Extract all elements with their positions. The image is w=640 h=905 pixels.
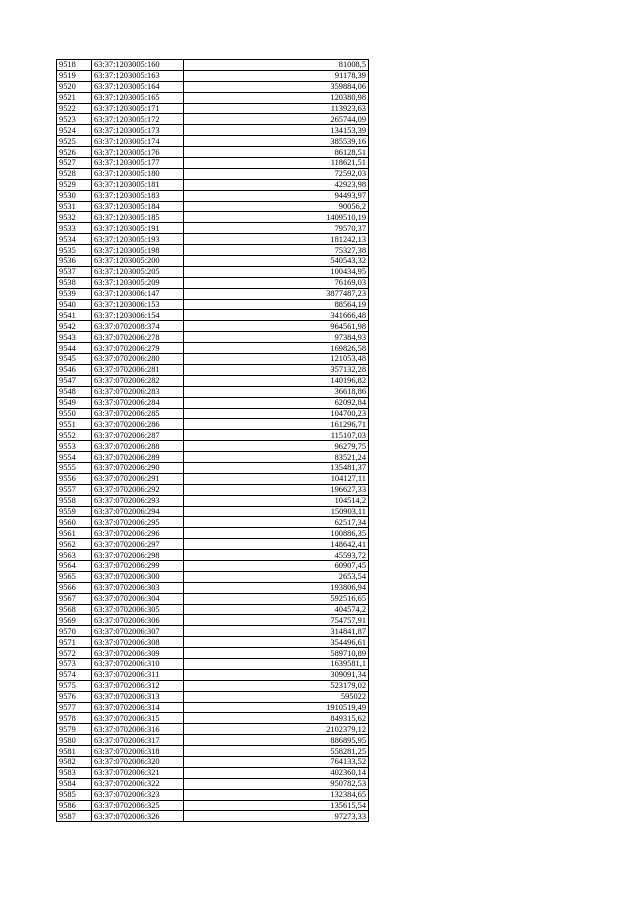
row-number: 9526: [57, 147, 92, 158]
cadastral-number: 63:37:0702006:291: [92, 473, 184, 484]
row-number: 9560: [57, 517, 92, 528]
cadastral-number: 63:37:1203005:198: [92, 245, 184, 256]
table-row: [57, 332, 369, 343]
cadastral-number: 63:37:0702006:285: [92, 408, 184, 419]
cadastral-number: 63:37:0702006:305: [92, 604, 184, 615]
cadastral-number: 63:37:1203005:183: [92, 190, 184, 201]
row-number: 9550: [57, 408, 92, 419]
cadastral-number: 63:37:1203005:171: [92, 103, 184, 114]
cadastral-value: 134153,39: [184, 125, 369, 136]
cadastral-number: 63:37:1203006:154: [92, 310, 184, 321]
table-row: [57, 702, 369, 713]
row-number: 9570: [57, 626, 92, 637]
cadastral-value: 97384,93: [184, 332, 369, 343]
cadastral-number: 63:37:0702006:314: [92, 702, 184, 713]
table-row: [57, 473, 369, 484]
table-row: [57, 746, 369, 757]
row-number: 9530: [57, 190, 92, 201]
table-row: [57, 299, 369, 310]
row-number: 9565: [57, 571, 92, 582]
cadastral-number: 63:37:0702006:299: [92, 560, 184, 571]
cadastral-value: 1910519,49: [184, 702, 369, 713]
cadastral-value: 135615,54: [184, 800, 369, 811]
cadastral-number: 63:37:0702006:306: [92, 615, 184, 626]
table-row: [57, 147, 369, 158]
cadastral-number: 63:37:0702006:280: [92, 354, 184, 365]
row-number: 9533: [57, 223, 92, 234]
cadastral-number: 63:37:1203005:164: [92, 81, 184, 92]
cadastral-value: 558281,25: [184, 746, 369, 757]
cadastral-number: 63:37:0702006:279: [92, 343, 184, 354]
table-row: [57, 517, 369, 528]
cadastral-value: 314841,87: [184, 626, 369, 637]
row-number: 9563: [57, 550, 92, 561]
row-number: 9543: [57, 332, 92, 343]
cadastral-value: 592516,65: [184, 593, 369, 604]
row-number: 9574: [57, 669, 92, 680]
cadastral-value: 60907,45: [184, 560, 369, 571]
cadastral-number: 63:37:0702006:297: [92, 539, 184, 550]
row-number: 9549: [57, 397, 92, 408]
row-number: 9534: [57, 234, 92, 245]
cadastral-value: 113923,63: [184, 103, 369, 114]
row-number: 9554: [57, 452, 92, 463]
table-row: [57, 571, 369, 582]
table-row: [57, 789, 369, 800]
cadastral-value: 94493,97: [184, 190, 369, 201]
cadastral-value: 886895,95: [184, 735, 369, 746]
cadastral-value: 161296,71: [184, 419, 369, 430]
cadastral-number: 63:37:0702006:315: [92, 713, 184, 724]
row-number: 9562: [57, 539, 92, 550]
cadastral-value: 385539,16: [184, 136, 369, 147]
row-number: 9547: [57, 375, 92, 386]
row-number: 9535: [57, 245, 92, 256]
table-row: [57, 70, 369, 81]
table-row: [57, 691, 369, 702]
cadastral-value: 964561,98: [184, 321, 369, 332]
table-row: [57, 234, 369, 245]
cadastral-number: 63:37:0702006:320: [92, 757, 184, 768]
cadastral-number: 63:37:1203005:176: [92, 147, 184, 158]
row-number: 9521: [57, 92, 92, 103]
row-number: 9529: [57, 179, 92, 190]
cadastral-value: 62517,34: [184, 517, 369, 528]
cadastral-value: 120380,98: [184, 92, 369, 103]
table-row: [57, 430, 369, 441]
cadastral-value: 950782,53: [184, 778, 369, 789]
table-row: [57, 408, 369, 419]
table-row: [57, 778, 369, 789]
row-number: 9561: [57, 528, 92, 539]
table-row: [57, 201, 369, 212]
cadastral-number: 63:37:1203005:184: [92, 201, 184, 212]
cadastral-number: 63:37:1203005:163: [92, 70, 184, 81]
table-row: [57, 81, 369, 92]
row-number: 9518: [57, 60, 92, 71]
row-number: 9569: [57, 615, 92, 626]
row-number: 9522: [57, 103, 92, 114]
row-number: 9576: [57, 691, 92, 702]
row-number: 9566: [57, 582, 92, 593]
cadastral-number: 63:37:0702006:304: [92, 593, 184, 604]
cadastral-value: 359884,06: [184, 81, 369, 92]
table-row: [57, 441, 369, 452]
row-number: 9546: [57, 364, 92, 375]
table-row: [57, 713, 369, 724]
cadastral-number: 63:37:0702006:303: [92, 582, 184, 593]
table-row: [57, 658, 369, 669]
cadastral-number: 63:37:0702006:311: [92, 669, 184, 680]
cadastral-value: 341666,48: [184, 310, 369, 321]
cadastral-value: 76169,03: [184, 277, 369, 288]
cadastral-number: 63:37:0702006:290: [92, 462, 184, 473]
cadastral-number: 63:37:0702008:374: [92, 321, 184, 332]
table-row: [57, 539, 369, 550]
row-number: 9551: [57, 419, 92, 430]
row-number: 9548: [57, 386, 92, 397]
cadastral-value: 404574,2: [184, 604, 369, 615]
row-number: 9536: [57, 256, 92, 267]
table-row: [57, 800, 369, 811]
cadastral-value: 91178,39: [184, 70, 369, 81]
cadastral-value: 79570,37: [184, 223, 369, 234]
row-number: 9540: [57, 299, 92, 310]
row-number: 9553: [57, 441, 92, 452]
table-row: [57, 179, 369, 190]
row-number: 9577: [57, 702, 92, 713]
table-row: [57, 364, 369, 375]
row-number: 9537: [57, 266, 92, 277]
table-row: [57, 724, 369, 735]
cadastral-value: 104514,2: [184, 495, 369, 506]
table-row: [57, 604, 369, 615]
table-row: [57, 256, 369, 267]
table-row: [57, 343, 369, 354]
cadastral-value: 589710,89: [184, 648, 369, 659]
cadastral-value: 3877487,23: [184, 288, 369, 299]
cadastral-number: 63:37:1203005:191: [92, 223, 184, 234]
table-row: [57, 92, 369, 103]
table-row: [57, 168, 369, 179]
cadastral-value: 90056,2: [184, 201, 369, 212]
cadastral-number: 63:37:1203005:165: [92, 92, 184, 103]
cadastral-number: 63:37:1203005:177: [92, 158, 184, 169]
cadastral-value: 196627,33: [184, 484, 369, 495]
row-number: 9523: [57, 114, 92, 125]
cadastral-number: 63:37:0702006:286: [92, 419, 184, 430]
cadastral-value: 135481,37: [184, 462, 369, 473]
table-row: [57, 484, 369, 495]
table-row: [57, 125, 369, 136]
cadastral-number: 63:37:0702006:296: [92, 528, 184, 539]
table-row: [57, 397, 369, 408]
table-row: [57, 669, 369, 680]
table-row: [57, 582, 369, 593]
table-row: [57, 615, 369, 626]
row-number: 9571: [57, 637, 92, 648]
table-row: [57, 386, 369, 397]
row-number: 9544: [57, 343, 92, 354]
table-row: [57, 626, 369, 637]
cadastral-value: 100886,35: [184, 528, 369, 539]
cadastral-number: 63:37:1203005:209: [92, 277, 184, 288]
row-number: 9528: [57, 168, 92, 179]
table-row: [57, 452, 369, 463]
table-row: [57, 506, 369, 517]
cadastral-number: 63:37:0702006:308: [92, 637, 184, 648]
table-row: [57, 419, 369, 430]
cadastral-number: 63:37:1203005:185: [92, 212, 184, 223]
row-number: 9541: [57, 310, 92, 321]
cadastral-number: 63:37:1203006:153: [92, 299, 184, 310]
row-number: 9555: [57, 462, 92, 473]
table-row: [57, 811, 369, 822]
table-row: [57, 321, 369, 332]
table-row: [57, 560, 369, 571]
cadastral-number: 63:37:0702006:281: [92, 364, 184, 375]
row-number: 9527: [57, 158, 92, 169]
table-row: [57, 114, 369, 125]
cadastral-number: 63:37:1203006:147: [92, 288, 184, 299]
row-number: 9583: [57, 767, 92, 778]
cadastral-number: 63:37:1203005:172: [92, 114, 184, 125]
cadastral-value: 193806,94: [184, 582, 369, 593]
cadastral-value: 75327,38: [184, 245, 369, 256]
row-number: 9587: [57, 811, 92, 822]
row-number: 9584: [57, 778, 92, 789]
table-row: [57, 277, 369, 288]
cadastral-number: 63:37:1203005:174: [92, 136, 184, 147]
cadastral-value: 181242,13: [184, 234, 369, 245]
cadastral-value: 86128,51: [184, 147, 369, 158]
cadastral-value: 83521,24: [184, 452, 369, 463]
cadastral-value: 88564,19: [184, 299, 369, 310]
row-number: 9568: [57, 604, 92, 615]
row-number: 9575: [57, 680, 92, 691]
cadastral-value: 118621,51: [184, 158, 369, 169]
row-number: 9556: [57, 473, 92, 484]
table-row: [57, 212, 369, 223]
row-number: 9519: [57, 70, 92, 81]
cadastral-value: 132384,65: [184, 789, 369, 800]
cadastral-number: 63:37:0702006:293: [92, 495, 184, 506]
row-number: 9582: [57, 757, 92, 768]
cadastral-number: 63:37:0702006:312: [92, 680, 184, 691]
cadastral-number: 63:37:0702006:322: [92, 778, 184, 789]
cadastral-number: 63:37:1203005:200: [92, 256, 184, 267]
cadastral-value: 309091,34: [184, 669, 369, 680]
table-row: [57, 103, 369, 114]
cadastral-value: 97273,33: [184, 811, 369, 822]
table-row: [57, 550, 369, 561]
cadastral-number: 63:37:0702006:325: [92, 800, 184, 811]
cadastral-value: 150903,11: [184, 506, 369, 517]
table-row: [57, 637, 369, 648]
cadastral-value: 265744,09: [184, 114, 369, 125]
row-number: 9572: [57, 648, 92, 659]
cadastral-value: 169826,58: [184, 343, 369, 354]
row-number: 9542: [57, 321, 92, 332]
cadastral-value: 2102379,12: [184, 724, 369, 735]
table-row: [57, 158, 369, 169]
cadastral-number: 63:37:0702006:294: [92, 506, 184, 517]
table-row: [57, 528, 369, 539]
cadastral-value: 45593,72: [184, 550, 369, 561]
cadastral-number: 63:37:0702006:318: [92, 746, 184, 757]
cadastral-value: 62092,84: [184, 397, 369, 408]
cadastral-value: 104127,11: [184, 473, 369, 484]
cadastral-number: 63:37:0702006:317: [92, 735, 184, 746]
cadastral-value: 1639581,1: [184, 658, 369, 669]
cadastral-number: 63:37:0702006:287: [92, 430, 184, 441]
cadastral-value: 96279,75: [184, 441, 369, 452]
row-number: 9524: [57, 125, 92, 136]
cadastral-number: 63:37:1203005:205: [92, 266, 184, 277]
cadastral-number: 63:37:0702006:307: [92, 626, 184, 637]
cadastral-value: 754757,91: [184, 615, 369, 626]
table-row: [57, 190, 369, 201]
cadastral-value: 140196,82: [184, 375, 369, 386]
table-row: [57, 735, 369, 746]
row-number: 9573: [57, 658, 92, 669]
table-row: [57, 245, 369, 256]
row-number: 9564: [57, 560, 92, 571]
cadastral-value: 42923,98: [184, 179, 369, 190]
table-row: [57, 288, 369, 299]
row-number: 9552: [57, 430, 92, 441]
cadastral-number: 63:37:0702006:313: [92, 691, 184, 702]
row-number: 9532: [57, 212, 92, 223]
cadastral-number: 63:37:0702006:300: [92, 571, 184, 582]
cadastral-value: 121053,48: [184, 354, 369, 365]
cadastral-value-table: [56, 59, 369, 822]
cadastral-value: 357132,28: [184, 364, 369, 375]
row-number: 9557: [57, 484, 92, 495]
table-body: [57, 60, 369, 822]
cadastral-value: 100434,95: [184, 266, 369, 277]
table-row: [57, 375, 369, 386]
table-row: [57, 495, 369, 506]
row-number: 9539: [57, 288, 92, 299]
cadastral-value: 148642,41: [184, 539, 369, 550]
row-number: 9579: [57, 724, 92, 735]
cadastral-number: 63:37:0702006:295: [92, 517, 184, 528]
row-number: 9567: [57, 593, 92, 604]
row-number: 9581: [57, 746, 92, 757]
table-row: [57, 266, 369, 277]
cadastral-value: 764133,52: [184, 757, 369, 768]
cadastral-value: 523179,02: [184, 680, 369, 691]
row-number: 9531: [57, 201, 92, 212]
row-number: 9585: [57, 789, 92, 800]
cadastral-number: 63:37:0702006:298: [92, 550, 184, 561]
table-row: [57, 757, 369, 768]
cadastral-number: 63:37:1203005:181: [92, 179, 184, 190]
table-row: [57, 767, 369, 778]
table-row: [57, 223, 369, 234]
cadastral-number: 63:37:0702006:278: [92, 332, 184, 343]
row-number: 9580: [57, 735, 92, 746]
cadastral-number: 63:37:0702006:282: [92, 375, 184, 386]
cadastral-number: 63:37:0702006:321: [92, 767, 184, 778]
cadastral-number: 63:37:1203005:193: [92, 234, 184, 245]
row-number: 9520: [57, 81, 92, 92]
cadastral-value: 540543,32: [184, 256, 369, 267]
cadastral-number: 63:37:0702006:284: [92, 397, 184, 408]
cadastral-value: 72592,03: [184, 168, 369, 179]
row-number: 9578: [57, 713, 92, 724]
cadastral-number: 63:37:0702006:310: [92, 658, 184, 669]
cadastral-value: 104700,23: [184, 408, 369, 419]
cadastral-number: 63:37:0702006:283: [92, 386, 184, 397]
cadastral-number: 63:37:0702006:326: [92, 811, 184, 822]
cadastral-value: 115107,03: [184, 430, 369, 441]
row-number: 9538: [57, 277, 92, 288]
cadastral-number: 63:37:0702006:292: [92, 484, 184, 495]
cadastral-value: 595022: [184, 691, 369, 702]
cadastral-number: 63:37:0702006:289: [92, 452, 184, 463]
cadastral-value: 2653,54: [184, 571, 369, 582]
row-number: 9558: [57, 495, 92, 506]
table-row: [57, 310, 369, 321]
cadastral-value: 354496,61: [184, 637, 369, 648]
table-row: [57, 462, 369, 473]
cadastral-value: 36618,86: [184, 386, 369, 397]
table-row: [57, 136, 369, 147]
table-row: [57, 648, 369, 659]
cadastral-value: 1409510,19: [184, 212, 369, 223]
cadastral-number: 63:37:1203005:173: [92, 125, 184, 136]
cadastral-number: 63:37:1203005:160: [92, 60, 184, 71]
cadastral-value: 402360,14: [184, 767, 369, 778]
cadastral-number: 63:37:0702006:288: [92, 441, 184, 452]
table-row: [57, 60, 369, 71]
row-number: 9545: [57, 354, 92, 365]
cadastral-number: 63:37:1203005:180: [92, 168, 184, 179]
cadastral-number: 63:37:0702006:323: [92, 789, 184, 800]
table-row: [57, 593, 369, 604]
row-number: 9525: [57, 136, 92, 147]
row-number: 9559: [57, 506, 92, 517]
table-row: [57, 680, 369, 691]
cadastral-number: 63:37:0702006:316: [92, 724, 184, 735]
cadastral-value: 81008,5: [184, 60, 369, 71]
cadastral-value: 849315,62: [184, 713, 369, 724]
row-number: 9586: [57, 800, 92, 811]
cadastral-number: 63:37:0702006:309: [92, 648, 184, 659]
table-row: [57, 354, 369, 365]
